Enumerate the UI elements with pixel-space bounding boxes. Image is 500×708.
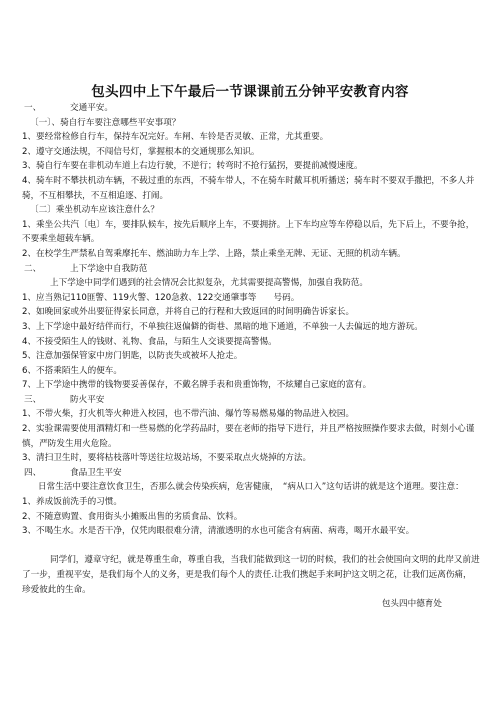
subsection-1a-heading: 〔一〕、骑自行车要注意哪些平安事项？: [30, 117, 181, 128]
paragraph-gap: [22, 539, 480, 554]
list-item: 3、骑自行车要在非机动车道上右边行驶，不逆行；转弯时不抢行猛拐，要提前减慢速度。: [22, 161, 363, 172]
section-2-heading: [22, 262, 480, 277]
signature: 包头四中德育处: [381, 599, 442, 610]
list-item: 7、上下学途中携带的钱物要妥善保存，不戴名牌手表和贵重饰物，不炫耀自己家庭的富有。: [22, 380, 372, 391]
list-item: 5、注意加强保管家中房门钥匙，以防丧失或被坏人抢走。: [22, 351, 243, 362]
section-number: 二、: [24, 263, 42, 274]
list-item: 3、清扫卫生时，要将枯枝落叶等送往垃圾站场，不要采取点火烧掉的方法。: [22, 453, 312, 464]
document-body: [22, 101, 480, 612]
section-title: 上下学途中自我防范: [70, 263, 148, 274]
list-item: 1、应当熟记110匪警、119火警、120急救、122交通肇事等 号码。: [22, 292, 300, 303]
section-number: 三、: [24, 394, 42, 405]
list-item: 1、乘坐公共汽〔电〕车，要排队候车，按先后顺序上车，不要拥挤。上下车均应等车停稳以后，先下后上，不要争抢，不要乘坐超载车辆。: [22, 219, 475, 245]
list-item: 6、不搭乘陌生人的便车。: [22, 365, 122, 376]
list-item: 2、实验课需要使用酒精灯和一些易燃的化学药品时，要在老师的指导下进行，并且严格按照操作要求去做，时刻小心谨慎，严防发生用火危险。: [22, 424, 475, 449]
section-4-intro: 日常生活中要注意饮食卫生，否那么就会传染疾病，危害健康， “病从口入”这句话讲的就是这个道理。要注意：: [38, 482, 464, 493]
list-item: 1、不带火柴，打火机等火种进入校园，也不带汽油、爆竹等易燃易爆的物品进入校园。: [22, 409, 355, 420]
closing-paragraph: 同学们，遵章守纪，就是尊重生命，尊重自我，当我们能做到这一切的时候，我们的社会使国向文明的此岸又前进了一步，重视平安，是我们每个人的义务，更是我们每个人的责任.让我们携起手来呵护这文明之花，让我们远离伤痛，珍爱彼此的生命。: [22, 555, 480, 595]
list-item: 2、如晚回家或外出要征得家长同意，并将自己的行程和大致返回的时间明确告诉家长。: [22, 307, 355, 318]
list-item: 4、不接受陌生人的钱财、礼物、食品，与陌生人交谈要提高警惕。: [22, 336, 277, 347]
list-item: 1、养成饭前洗手的习惯。: [22, 497, 122, 508]
section-1-heading: [22, 101, 480, 116]
section-3-heading: [22, 393, 480, 408]
list-item: 3、上下学途中最好结伴而行，不单独往返偏僻的街巷、黑暗的地下通道，不单独一人去偏远的地方游玩。: [22, 321, 423, 332]
section-number: 一、: [24, 103, 42, 113]
section-title: 食品卫生平安: [70, 467, 122, 478]
list-item: 1、要经常检修自行车，保持车况完好。车闸、车铃是否灵敏、正常，尤其重要。: [22, 132, 329, 143]
section-number: 四、: [24, 467, 42, 478]
subsection-1b-heading: 〔二〕乘坐机动车应该注意什么？: [30, 205, 159, 216]
section-2-intro: 上下学途中同学们遇到的社会情况会比拟复杂，尤其需要提高警惕，加强自我防范。: [50, 278, 368, 289]
section-title: 交通平安。: [70, 103, 113, 113]
document-title: 包头四中上下午最后一节课课前五分钟平安教育内容: [91, 84, 409, 100]
section-title: 防火平安: [70, 394, 105, 405]
section-4-heading: [22, 466, 480, 481]
list-item: 3、不喝生水。水是否干净，仅凭肉眼很难分清，清澈透明的水也可能含有病菌、病毒，喝开水最平安。: [22, 526, 415, 537]
list-item: 2、在校学生严禁私自驾乘摩托车、燃油助力车上学、上路，禁止乘坐无牌、无证、无照的机动车辆。: [22, 248, 406, 259]
list-item: 4、骑车时不攀扶机动车辆，不载过重的东西，不骑车带人，不在骑车时戴耳机听播送；骑车时不要双手撒把，不多人并骑，不互相攀扶，不互相追逐、打闹。: [22, 175, 475, 201]
list-item: 2、遵守交通法规，不闯信号灯，掌握根本的交通规那么知识。: [22, 146, 260, 157]
list-item: 2、不随意购置、食用街头小摊贩出售的劣质食品、饮料。: [22, 511, 243, 522]
